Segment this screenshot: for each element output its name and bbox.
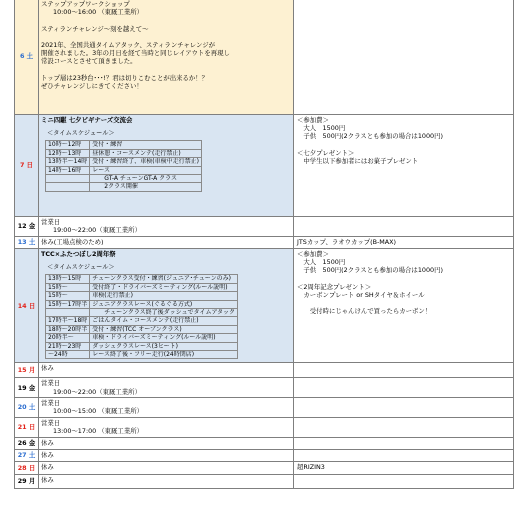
schedule-row — [46, 334, 238, 342]
event-cell — [39, 237, 294, 249]
day-number: 28 — [17, 463, 27, 472]
event-line: 常設コースとさせて頂きました。 — [41, 57, 137, 66]
event-cell — [39, 249, 294, 363]
schedule-time — [46, 183, 90, 191]
weekday-label: 金 — [28, 439, 36, 448]
event-cell — [39, 474, 294, 488]
time-schedule-table — [45, 274, 238, 359]
calendar-row — [15, 237, 514, 249]
schedule-row — [46, 292, 238, 300]
schedule-activity: チューンクラス終了後ダッシュでタイムアタック — [90, 309, 238, 317]
schedule-row — [46, 175, 202, 183]
note-line: 大人 1500円 — [297, 124, 346, 133]
schedule-activity: 受付・練習(TCC オープンクラス) — [90, 325, 238, 333]
notes-cell — [294, 378, 514, 397]
weekday-label: 金 — [28, 222, 36, 231]
weekday-label: 土 — [26, 52, 34, 61]
weekday-label: 月 — [28, 366, 36, 375]
event-cell — [39, 115, 294, 217]
calendar-row — [15, 115, 514, 217]
schedule-time: 13時半～14時 — [46, 158, 90, 166]
notes-cell — [294, 217, 514, 237]
schedule-row — [46, 342, 238, 350]
event-line: スティランチャレンジ～刻を越えて～ — [41, 24, 149, 33]
calendar-row — [15, 437, 514, 449]
schedule-time: 15時～ — [46, 283, 90, 291]
event-line: 休み(工場点検のため) — [41, 238, 104, 246]
event-cell — [39, 461, 294, 474]
day-number: 14 — [17, 301, 27, 310]
time-schedule-table — [45, 140, 202, 191]
date-cell — [15, 217, 39, 237]
schedule-row — [46, 183, 202, 191]
calendar-table — [14, 0, 514, 489]
date-cell — [15, 378, 39, 397]
event-line: 営業日 — [41, 218, 61, 226]
note-line: ＜2周年記念プレゼント＞ — [297, 282, 372, 291]
event-line: 開催されました。3年の月日を経て当時と同じレイアウトを再現し — [41, 49, 230, 58]
schedule-time: 14時～16時 — [46, 166, 90, 174]
schedule-time: 18時～20時半 — [46, 325, 90, 333]
event-cell — [39, 449, 294, 461]
event-cell — [39, 363, 294, 378]
schedule-time: 12時～13時 — [46, 149, 90, 157]
event-line — [41, 16, 291, 24]
date-cell — [15, 397, 39, 417]
schedule-time: 15時～ — [46, 292, 90, 300]
schedule-time: 15時～17時半 — [46, 300, 90, 308]
calendar-row — [15, 474, 514, 488]
event-line: 休み — [41, 475, 54, 484]
notes-cell — [294, 115, 514, 217]
date-cell — [15, 437, 39, 449]
schedule-time: ～24時 — [46, 351, 90, 359]
note-line: 子供 500円(2クラスとも参加の場合は1000円) — [297, 132, 443, 141]
day-number: 12 — [17, 222, 27, 231]
date-cell — [15, 474, 39, 488]
day-number: 15 — [17, 366, 27, 375]
schedule-row — [46, 325, 238, 333]
schedule-activity: 2クラス開催 — [90, 183, 202, 191]
day-number: 27 — [17, 451, 27, 460]
day-number: 29 — [17, 477, 27, 486]
calendar-row — [15, 417, 514, 437]
date-cell — [15, 115, 39, 217]
date-cell — [15, 417, 39, 437]
notes-cell — [294, 417, 514, 437]
event-line — [41, 66, 291, 74]
schedule-header: ＜タイムスケジュール＞ — [47, 130, 115, 138]
day-number: 20 — [17, 403, 27, 412]
note-line: ＜七夕プレゼント＞ — [297, 148, 355, 157]
day-number: 13 — [17, 238, 27, 247]
schedule-activity: レース — [90, 166, 202, 174]
schedule-row — [46, 300, 238, 308]
notes-cell — [294, 363, 514, 378]
date-cell — [15, 0, 39, 115]
date-cell — [15, 249, 39, 363]
note-line — [297, 275, 510, 283]
calendar-row — [15, 461, 514, 474]
notes-cell — [294, 461, 514, 474]
event-cell — [39, 378, 294, 397]
event-title: TCC×ふたつぼし2周年祭 — [41, 250, 116, 258]
date-cell — [15, 237, 39, 249]
notes-cell — [294, 397, 514, 417]
schedule-row — [46, 166, 202, 174]
weekday-label: 土 — [28, 403, 36, 412]
event-line: トップ層は23秒台･･･!？君は切りこむことが出来るか！？ — [41, 73, 209, 82]
notes-cell — [294, 437, 514, 449]
notes-cell — [294, 237, 514, 249]
schedule-row — [46, 275, 238, 283]
schedule-activity: 昼休憩・コースメンテ(走行禁止) — [90, 149, 202, 157]
date-cell — [15, 363, 39, 378]
weekday-label: 土 — [28, 451, 36, 460]
calendar-row — [15, 397, 514, 417]
schedule-activity: 車検(走行禁止) — [90, 292, 238, 300]
note-line: 受付時にじゃんけんで買ったらカーボン！ — [297, 307, 432, 316]
event-line: 休み — [41, 438, 54, 447]
weekday-label: 日 — [28, 423, 36, 432]
calendar-row — [15, 0, 514, 115]
schedule-time: 20時半～ — [46, 334, 90, 342]
schedule-time: 17時半～18時 — [46, 317, 90, 325]
schedule-activity: 受付・練習終了、車検(車検中走行禁止) — [90, 158, 202, 166]
calendar-row — [15, 449, 514, 461]
schedule-row — [46, 158, 202, 166]
weekday-label: 土 — [28, 238, 36, 247]
note-line: ＜参加費＞ — [297, 250, 329, 258]
calendar-row — [15, 378, 514, 397]
schedule-activity: レース終了後・フリー走行(24時閉店) — [90, 351, 238, 359]
schedule-row — [46, 149, 202, 157]
schedule-row — [46, 309, 238, 317]
schedule-row — [46, 351, 238, 359]
note-line: 大人 1500円 — [297, 258, 346, 267]
event-cell — [39, 0, 294, 115]
event-line: 休み — [41, 462, 54, 471]
event-line: 休み — [41, 450, 54, 459]
schedule-activity: ダッシュクラスレース(3ヒート) — [90, 342, 238, 350]
schedule-activity: ごはんタイム・コースメンテ(走行禁止) — [90, 317, 238, 325]
event-line: ぜひチャレンジしにきてください！ — [41, 82, 143, 91]
schedule-activity: ジュニアクラスレース(ぐるぐる方式) — [90, 300, 238, 308]
event-title: ミニ四駆 七夕ビギナーズ交流会 — [41, 116, 133, 124]
note-line: 中学生以下参加者にはお菓子プレゼント — [297, 157, 419, 166]
date-cell — [15, 449, 39, 461]
event-line: 2021年、全国共通タイムアタック、スティランチャレンジが — [41, 41, 216, 50]
calendar-row — [15, 249, 514, 363]
date-cell — [15, 461, 39, 474]
note-line: JTSカップ、ラオウカップ(B-MAX) — [297, 238, 397, 246]
schedule-time: 21時～23時 — [46, 342, 90, 350]
calendar-body — [15, 0, 514, 488]
day-number: 7 — [19, 161, 25, 170]
note-line: 子供 500円(2クラスとも参加の場合は1000円) — [297, 266, 443, 275]
schedule-activity: 受付・練習 — [90, 141, 202, 149]
schedule-activity: 受付終了・ドライバーズミーティング(ルール説明) — [90, 283, 238, 291]
event-cell — [39, 437, 294, 449]
event-line: 19:00～22:00（東厩工業所） — [53, 226, 141, 235]
event-line — [41, 33, 291, 41]
event-line: ステップアップワークショップ — [41, 0, 130, 8]
event-cell — [39, 417, 294, 437]
note-line: ＜参加費＞ — [297, 116, 329, 124]
event-line: 19:00～22:00（東厩工業所） — [53, 387, 141, 396]
weekday-label: 日 — [26, 161, 34, 170]
schedule-time — [46, 175, 90, 183]
event-line: 営業日 — [41, 379, 61, 388]
schedule-row — [46, 317, 238, 325]
weekday-label: 金 — [28, 383, 36, 392]
weekday-label: 日 — [28, 463, 36, 472]
schedule-activity: チューンクラス受付・練習(ジュニア･チューンのみ) — [90, 275, 238, 283]
event-line: 休み — [41, 364, 54, 373]
note-line — [297, 141, 510, 149]
event-line: 営業日 — [41, 418, 61, 427]
event-cell — [39, 217, 294, 237]
event-line: 10:00～16:00 （東厩工業所） — [53, 8, 143, 17]
weekday-label: 日 — [28, 301, 36, 310]
schedule-time — [46, 309, 90, 317]
day-number: 6 — [19, 52, 25, 61]
event-line: 13:00～17:00 （東厩工業所） — [53, 427, 143, 436]
calendar-row — [15, 217, 514, 237]
note-line: 超RIZIN3 — [297, 462, 325, 471]
notes-cell — [294, 474, 514, 488]
notes-cell — [294, 449, 514, 461]
day-number: 26 — [17, 439, 27, 448]
schedule-row — [46, 283, 238, 291]
day-number: 21 — [17, 423, 27, 432]
event-cell — [39, 397, 294, 417]
calendar-row — [15, 363, 514, 378]
schedule-time: 13時～15時 — [46, 275, 90, 283]
schedule-activity: 車検・ドライバーズミーティング(ルール説明) — [90, 334, 238, 342]
notes-cell — [294, 0, 514, 115]
weekday-label: 月 — [28, 477, 36, 486]
schedule-header: ＜タイムスケジュール＞ — [47, 264, 115, 272]
schedule-activity: GT-A チューンGT-A クラス — [90, 175, 202, 183]
notes-cell — [294, 249, 514, 363]
event-line: 10:00～15:00 （東厩工業所） — [53, 407, 143, 416]
schedule-time: 10時～12時 — [46, 141, 90, 149]
day-number: 19 — [17, 383, 27, 392]
note-line: カーボンプレート or SHタイヤ＆ホイール — [297, 291, 425, 300]
event-line: 営業日 — [41, 398, 61, 407]
schedule-row — [46, 141, 202, 149]
